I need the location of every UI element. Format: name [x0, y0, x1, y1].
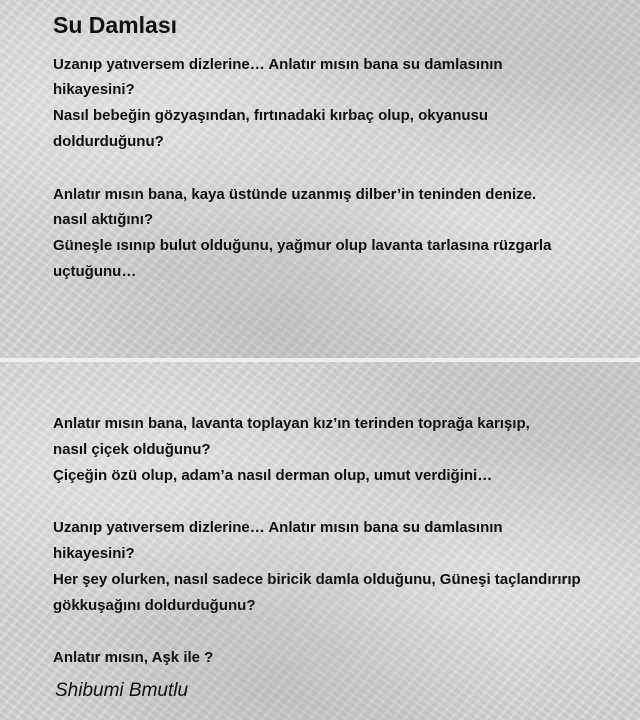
poem-line: Her şey olurken, nasıl sadece biricik damla olduğunu, Güneşi taçlandırırıp: [53, 571, 581, 588]
poem-line: Güneşle ısınıp bulut olduğunu, yağmur olup lavanta tarlasına rüzgarla: [53, 237, 552, 254]
poem-line: Uzanıp yatıversem dizlerine… Anlatır mısın bana su damlasının: [53, 56, 503, 73]
poem-line: nasıl aktığını?: [53, 211, 154, 228]
poem-line: uçtuğunu…: [53, 263, 137, 280]
poem-line: Anlatır mısın bana, lavanta toplayan kız’ın terinden toprağa karışıp,: [53, 415, 530, 432]
poem-title: Su Damlası: [53, 12, 177, 38]
poem-line: hikayesini?: [53, 81, 135, 98]
author-signature: Shibumi Bmutlu: [55, 680, 189, 701]
poem-line: doldurduğunu?: [53, 133, 164, 150]
poem-line: nasıl çiçek olduğunu?: [53, 441, 211, 458]
poem-line: Nasıl bebeğin gözyaşından, fırtınadaki kırbaç olup, okyanusu: [53, 107, 489, 124]
poem-line: gökkuşağını doldurduğunu?: [53, 597, 256, 614]
poem-line: Uzanıp yatıversem dizlerine… Anlatır mısın bana su damlasının: [53, 519, 503, 536]
poem-line: Anlatır mısın bana, kaya üstünde uzanmış dilber’in teninden denize.: [53, 186, 537, 203]
poem-line: Çiçeğin özü olup, adam’a nasıl derman olup, umut verdiğini…: [53, 467, 493, 484]
background-top-panel: [0, 0, 640, 358]
poem-line: hikayesini?: [53, 545, 135, 562]
poem-line: Anlatır mısın, Aşk ile ?: [53, 649, 214, 666]
